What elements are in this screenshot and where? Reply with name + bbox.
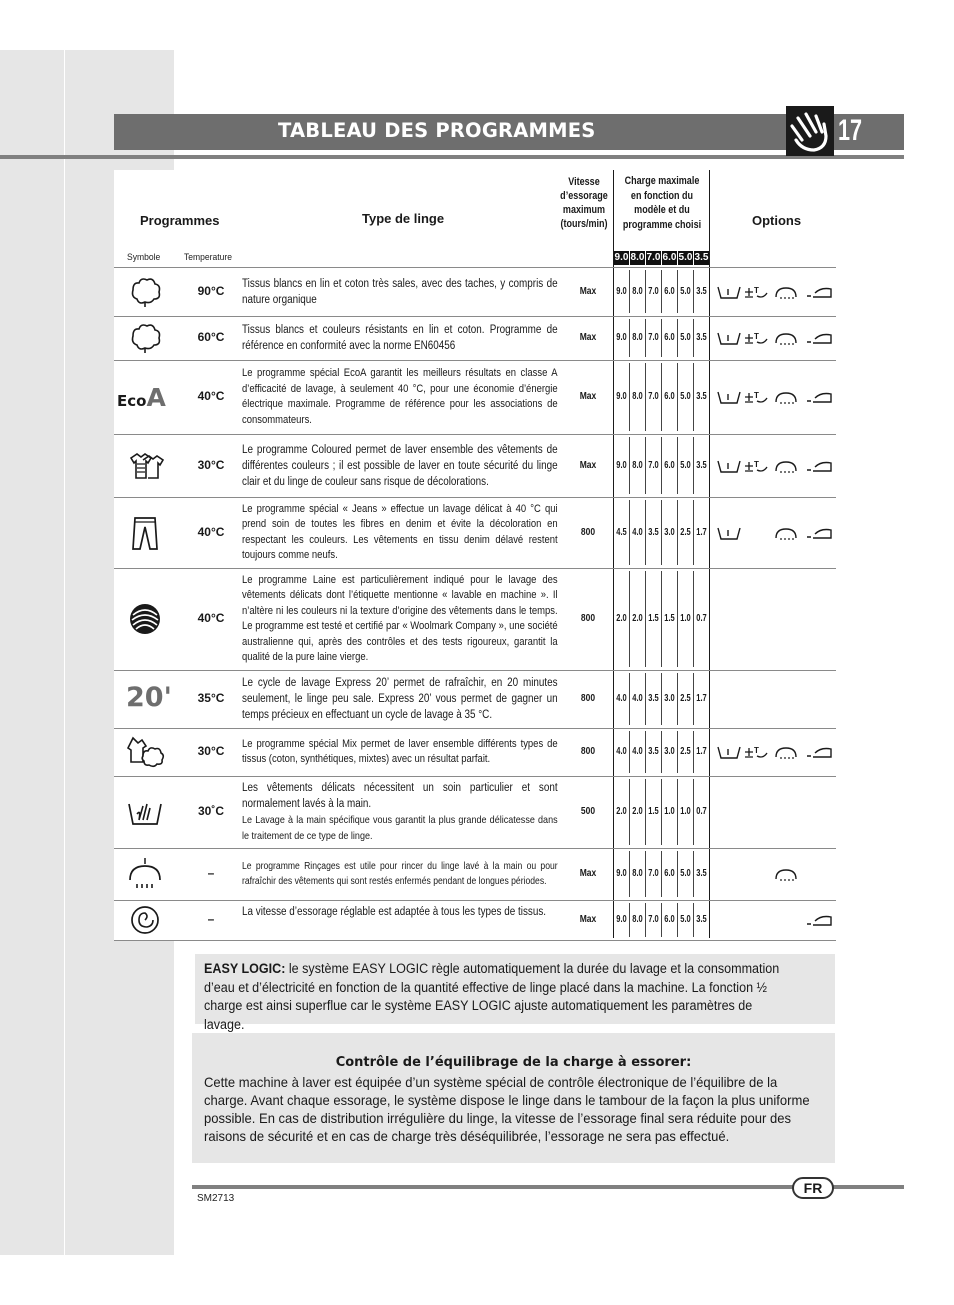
subheader-symbole: Symbole	[127, 252, 161, 263]
row-load-value: 3.0	[664, 693, 675, 704]
row-load-value: 9.0	[616, 914, 627, 925]
row-load-value: 2.0	[632, 613, 643, 624]
row-load-value: 6.0	[664, 868, 675, 879]
option-prewash-graphic	[716, 330, 742, 346]
option-temp-graphic	[743, 458, 769, 474]
side-divider	[64, 50, 65, 1255]
row-temperature: –	[207, 912, 215, 926]
svg-text:T: T	[754, 332, 759, 341]
cotton-icon-graphic	[125, 274, 165, 310]
option-temp-icon	[743, 458, 769, 474]
load-cell-divider	[693, 903, 694, 937]
option-prewash-graphic	[716, 744, 742, 760]
mix-icon	[125, 734, 165, 770]
load-cell-divider	[629, 363, 630, 431]
option-spin-graphic	[806, 330, 832, 346]
option-prewash-icon	[716, 525, 742, 541]
row-load-value: 8.0	[632, 868, 643, 879]
row-description: Tissus blancs et couleurs résistants en lin et coton. Programme de référence en conformité avec la norme EN60456	[242, 324, 558, 352]
page-number: 17	[838, 114, 863, 147]
row-spin-speed: Max	[579, 285, 597, 297]
row-load-value: 3.5	[648, 693, 659, 704]
option-rinse-graphic	[773, 866, 799, 882]
easy-logic-label: EASY LOGIC:	[204, 961, 286, 976]
option-rinse-icon	[773, 389, 799, 405]
load-cell-divider	[629, 270, 630, 313]
row-temperature: 90°C	[197, 283, 225, 298]
load-cell-divider	[677, 673, 678, 725]
load-cell-divider	[677, 437, 678, 494]
load-cell-divider	[645, 571, 646, 667]
row-temperature: 40°C	[197, 524, 225, 539]
row-description: Le programme spécial « Jeans » effectue un lavage délicat à 40 °C qui prend soin de toutes les fibres en denim et évite la décoloration en respectant les couleurs. Les vêtements en tissu denim délavé restent toujours comme neufs.	[242, 502, 558, 561]
option-rinse-icon	[773, 744, 799, 760]
row-separator	[114, 728, 836, 729]
row-separator	[114, 497, 836, 498]
load-cell-divider	[645, 270, 646, 313]
load-cell-divider	[693, 571, 694, 667]
load-cell-divider	[629, 571, 630, 667]
option-rinse-graphic	[773, 525, 799, 541]
row-description: Le programme Coloured permet de laver ensemble des vêtements de différentes couleurs ; il est possible de laver en toute sécurité du linge clair et du linge de couleur sans risque de décolorations.	[242, 443, 558, 488]
row-load-value: 7.0	[648, 914, 659, 925]
row-description	[242, 780, 558, 844]
row-load-value: 4.0	[616, 693, 627, 704]
load-cell-divider	[661, 319, 662, 357]
row-load-value: 2.5	[680, 526, 691, 538]
col-divider-load	[709, 170, 710, 938]
row-load-value: 2.0	[616, 806, 627, 817]
option-temp-graphic	[743, 389, 769, 405]
mix-icon-graphic	[125, 734, 165, 770]
load-cell-divider	[677, 319, 678, 357]
option-rinse-icon	[773, 330, 799, 346]
load-cell-divider	[693, 437, 694, 494]
row-separator	[114, 360, 836, 361]
load-header-cell: 7.0	[646, 252, 661, 263]
row-spin-speed: Max	[579, 332, 597, 343]
row-separator	[114, 776, 836, 777]
option-spin-graphic	[806, 525, 832, 541]
option-prewash-icon	[716, 744, 742, 760]
option-temp-icon	[743, 330, 769, 346]
row-load-value: 6.0	[664, 459, 675, 471]
row-load-value: 3.5	[696, 459, 707, 471]
wool-icon	[125, 601, 165, 637]
row-temperature: 60°C	[197, 330, 225, 344]
row-load-value: 5.0	[680, 285, 691, 297]
load-cell-divider	[629, 500, 630, 565]
row-load-value: 0.7	[696, 613, 707, 624]
load-cell-divider	[677, 571, 678, 667]
load-cell-divider	[661, 437, 662, 494]
row-load-value: 5.0	[680, 914, 691, 925]
load-cell-divider	[661, 270, 662, 313]
load-cell-divider	[693, 851, 694, 897]
row-load-value: 6.0	[664, 914, 675, 925]
option-temp-icon	[743, 389, 769, 405]
load-cell-divider	[629, 673, 630, 725]
row-description: Le programme spécial Mix permet de laver ensemble différents types de tissus (coton, synthétiques, mixtes) avec un résultat parfait.	[242, 737, 558, 765]
option-prewash-icon	[716, 458, 742, 474]
row-spin-speed: Max	[579, 914, 597, 925]
hand-icon	[786, 106, 834, 156]
row-load-value: 7.0	[648, 868, 659, 879]
load-cell-divider	[661, 363, 662, 431]
row-separator	[114, 848, 836, 849]
row-load-value: 2.5	[680, 693, 691, 704]
easy-logic-text	[204, 960, 786, 1034]
load-cell-divider	[661, 903, 662, 937]
load-cell-divider	[693, 363, 694, 431]
row-load-value: 4.0	[632, 746, 643, 757]
row-description: Le programme spécial EcoA garantit les meilleurs résultats en classe A d’efficacité de lavage, à seulement 40 °C, pour une économie d’énergie électrique maximale. Programme de référence pour les associations de consommateurs.	[242, 367, 558, 426]
row-load-value: 5.0	[680, 332, 691, 343]
option-prewash-icon	[716, 389, 742, 405]
option-rinse-icon	[773, 284, 799, 300]
option-spin-icon	[806, 912, 832, 928]
load-cell-divider	[693, 319, 694, 357]
option-temp-graphic	[743, 744, 769, 760]
option-spin-graphic	[806, 284, 832, 300]
row-load-value: 5.0	[680, 868, 691, 879]
row-load-value: 1.0	[680, 613, 691, 624]
row-load-value: 8.0	[632, 332, 643, 343]
row-load-value: 3.5	[696, 332, 707, 343]
cotton-icon	[125, 320, 165, 356]
row-load-value: 5.0	[680, 459, 691, 471]
wool-icon-graphic	[125, 601, 165, 637]
load-cell-divider	[693, 500, 694, 565]
load-cell-divider	[661, 779, 662, 845]
row-temperature: 30°C	[197, 457, 225, 472]
row-load-value: 6.0	[664, 391, 675, 402]
option-rinse-icon	[773, 525, 799, 541]
load-cell-divider	[629, 903, 630, 937]
row-load-value: 7.0	[648, 391, 659, 402]
option-prewash-icon	[716, 330, 742, 346]
express-20-icon: 20'	[126, 682, 172, 713]
row-load-value: 3.0	[664, 746, 675, 757]
option-rinse-graphic	[773, 330, 799, 346]
row-load-value: 1.7	[696, 693, 707, 704]
row-load-value: 4.5	[616, 526, 627, 538]
option-temp-graphic	[743, 330, 769, 346]
option-prewash-icon	[716, 284, 742, 300]
row-load-value: 3.5	[696, 391, 707, 402]
subheader-temperature: Temperature	[184, 252, 233, 263]
row-load-value: 8.0	[632, 391, 643, 402]
load-cell-divider	[661, 851, 662, 897]
header-speed: Vitesse d’essorage maximum (tours/min)	[560, 176, 608, 230]
language-badge: FR	[792, 1177, 834, 1199]
load-cell-divider	[693, 673, 694, 725]
option-spin-graphic	[806, 744, 832, 760]
row-separator	[114, 267, 836, 268]
load-cell-divider	[645, 673, 646, 725]
row-load-value: 2.0	[632, 806, 643, 817]
row-load-value: 1.5	[648, 613, 659, 624]
row-load-value: 2.5	[680, 746, 691, 757]
load-cell-divider	[645, 319, 646, 357]
load-cell-divider	[629, 779, 630, 845]
row-load-value: 1.7	[696, 746, 707, 757]
load-cell-divider	[677, 731, 678, 773]
row-description-main: Les vêtements délicats nécessitent un soin particulier et sont normalement lavés à la main.	[242, 782, 558, 810]
row-description-note: Le Lavage à la main spécifique vous garantit la plus grande délicatesse dans le traitement de ce type de linge.	[242, 814, 558, 842]
option-temp-graphic	[743, 284, 769, 300]
row-description: Le programme Rinçages est utile pour rincer du linge lavé à la main ou pour rafraîchir des vêtements qui sont restés enfermés pendant de longues périodes.	[242, 861, 558, 887]
row-load-value: 9.0	[616, 391, 627, 402]
option-spin-icon	[806, 525, 832, 541]
svg-text:T: T	[754, 459, 759, 469]
option-rinse-graphic	[773, 389, 799, 405]
row-spin-speed: 800	[580, 746, 596, 757]
coloured-icon-graphic	[125, 448, 165, 484]
option-spin-graphic	[806, 458, 832, 474]
load-cell-divider	[645, 779, 646, 845]
document-code: SM2713	[197, 1193, 235, 1204]
row-load-value: 3.5	[648, 746, 659, 757]
jeans-icon-graphic	[125, 515, 165, 551]
load-header-cell: 3.5	[694, 252, 709, 263]
row-load-value: 6.0	[664, 285, 675, 297]
load-cell-divider	[645, 500, 646, 565]
load-header-cell: 8.0	[630, 252, 645, 263]
row-temperature: 35°C	[197, 691, 225, 705]
row-separator	[114, 900, 836, 901]
load-cell-divider	[693, 779, 694, 845]
row-spin-speed: 800	[580, 693, 596, 704]
load-cell-divider	[677, 903, 678, 937]
load-cell-divider	[645, 363, 646, 431]
load-cell-divider	[693, 270, 694, 313]
load-cell-divider	[677, 270, 678, 313]
handwash-icon	[125, 794, 165, 830]
option-spin-icon	[806, 330, 832, 346]
page-title: TABLEAU DES PROGRAMMES	[278, 119, 596, 142]
load-cell-divider	[661, 731, 662, 773]
option-spin-icon	[806, 284, 832, 300]
row-load-value: 1.5	[664, 613, 675, 624]
svg-text:T: T	[754, 391, 759, 400]
header-load: Charge maximale en fonction du modèle et du programme choisi	[622, 175, 702, 231]
row-temperature: 40°C	[197, 611, 225, 625]
row-temperature: 30˚C	[197, 804, 224, 818]
row-load-value: 6.0	[664, 332, 675, 343]
row-load-value: 2.0	[616, 613, 627, 624]
coloured-icon	[125, 448, 165, 484]
load-cell-divider	[661, 673, 662, 725]
option-rinse-icon	[773, 866, 799, 882]
row-load-value: 8.0	[632, 285, 643, 297]
row-spin-speed: Max	[579, 868, 597, 879]
option-spin-icon	[806, 389, 832, 405]
cotton-icon	[125, 274, 165, 310]
row-separator	[114, 670, 836, 671]
row-load-value: 7.0	[648, 285, 659, 297]
option-spin-graphic	[806, 912, 832, 928]
spin-icon	[125, 902, 165, 938]
option-rinse-graphic	[773, 458, 799, 474]
row-separator	[114, 316, 836, 317]
header-type-linge: Type de linge	[362, 211, 445, 226]
option-rinse-icon	[773, 458, 799, 474]
option-temp-icon	[743, 284, 769, 300]
load-cell-divider	[629, 319, 630, 357]
row-temperature: 30°C	[197, 744, 225, 758]
row-load-value: 9.0	[616, 459, 627, 471]
cotton-icon-graphic	[125, 320, 165, 356]
row-load-value: 3.0	[664, 526, 675, 538]
row-spin-speed: Max	[579, 391, 597, 402]
load-cell-divider	[629, 731, 630, 773]
balance-title: Contrôle de l’équilibrage de la charge à essorer:	[335, 1055, 692, 1070]
row-description: Tissus blancs en lin et coton très sales, avec des taches, y compris de nature organique	[242, 277, 558, 306]
row-load-value: 0.7	[696, 806, 707, 817]
load-cell-divider	[677, 363, 678, 431]
row-load-value: 3.5	[696, 868, 707, 879]
row-load-value: 9.0	[616, 285, 627, 297]
row-load-value: 4.0	[616, 746, 627, 757]
row-load-value: 8.0	[632, 914, 643, 925]
table-bottom	[114, 940, 836, 941]
option-prewash-graphic	[716, 525, 742, 541]
option-prewash-graphic	[716, 458, 742, 474]
load-cell-divider	[661, 571, 662, 667]
header-programmes: Programmes	[140, 213, 220, 228]
row-separator	[114, 568, 836, 569]
load-cell-divider	[645, 903, 646, 937]
row-description: La vitesse d’essorage réglable est adaptée à tous les types de tissus.	[242, 906, 547, 918]
svg-text:T: T	[754, 746, 759, 755]
row-load-value: 9.0	[616, 868, 627, 879]
row-separator	[114, 434, 836, 435]
header-options: Options	[752, 213, 802, 228]
row-temperature: 40°C	[197, 389, 225, 403]
load-cell-divider	[677, 500, 678, 565]
row-load-value: 4.0	[632, 526, 643, 538]
load-header-cell: 9.0	[614, 252, 629, 263]
load-cell-divider	[661, 500, 662, 565]
row-load-value: 7.0	[648, 332, 659, 343]
row-load-value: 3.5	[648, 526, 659, 538]
rinse-icon-graphic	[125, 856, 165, 892]
load-header-cell: 5.0	[678, 252, 693, 263]
option-temp-icon	[743, 744, 769, 760]
load-cell-divider	[645, 731, 646, 773]
row-load-value: 8.0	[632, 459, 643, 471]
load-cell-divider	[629, 437, 630, 494]
row-spin-speed: 500	[580, 806, 596, 817]
option-spin-graphic	[806, 389, 832, 405]
row-load-value: 9.0	[616, 332, 627, 343]
load-cell-divider	[677, 851, 678, 897]
eco-label: Eco	[117, 392, 147, 410]
svg-text:T: T	[754, 285, 759, 295]
option-prewash-graphic	[716, 389, 742, 405]
row-load-value: 3.5	[696, 914, 707, 925]
option-spin-icon	[806, 458, 832, 474]
easy-logic-body: le système EASY LOGIC règle automatiquement la durée du lavage et la consommation d’eau et d’électricité en fonction de la quantité effective de linge placé dans la machine. La fonction ½ charge est ainsi superflue car le système EASY LOGIC ajuste automatiquement les paramètres de lavage.	[204, 961, 780, 1032]
rinse-icon	[125, 856, 165, 892]
load-cell-divider	[693, 731, 694, 773]
load-header-cell: 6.0	[662, 252, 677, 263]
row-load-value: 1.7	[696, 526, 707, 538]
row-load-value: 1.5	[648, 806, 659, 817]
spin-icon-graphic	[125, 902, 165, 938]
option-prewash-graphic	[716, 284, 742, 300]
row-load-value: 5.0	[680, 391, 691, 402]
balance-text: Cette machine à laver est équipée d’un système spécial de contrôle électronique de l’équilibre de la charge. Avant chaque essorage, le système dispose le linge dans le tambour de la façon la plus uniforme possible. En cas de distribution irrégulière du linge, la vitesse de l’essorage final sera réduite pour des raisons de sécurité et en cas de charge très déséquilibrée, l’essorage ne sera pas effectué.	[204, 1074, 810, 1144]
load-cell-divider	[645, 437, 646, 494]
row-load-value: 1.0	[664, 806, 675, 817]
row-spin-speed: Max	[579, 459, 597, 471]
option-rinse-graphic	[773, 744, 799, 760]
row-load-value: 3.5	[696, 285, 707, 297]
option-rinse-graphic	[773, 284, 799, 300]
load-cell-divider	[629, 851, 630, 897]
row-load-value: 7.0	[648, 459, 659, 471]
row-load-value: 4.0	[632, 693, 643, 704]
load-cell-divider	[645, 851, 646, 897]
row-temperature: –	[207, 866, 215, 880]
option-spin-icon	[806, 744, 832, 760]
row-spin-speed: 800	[580, 613, 596, 624]
handwash-icon-graphic	[125, 794, 165, 830]
col-divider-speed	[613, 170, 614, 938]
eco-a-icon	[117, 383, 166, 412]
top-rule	[0, 155, 904, 159]
eco-letter: A	[146, 383, 166, 412]
jeans-icon	[125, 515, 165, 551]
row-description: Le cycle de lavage Express 20’ permet de rafraîchir, en 20 minutes seulement, le linge peu sale. Express 20’ vous permet de gagner un temps précieux en effectuant un cycle de lavage à 35 °C.	[242, 677, 558, 721]
load-cell-divider	[677, 779, 678, 845]
row-description: Le programme Laine est particulièrement indiqué pour le lavage des vêtements délicats dont l’étiquette mentionne « lavable en machine ». Il n’altère ni les couleurs ni la texture d’origine des vêtements dans le temps. Le programme est testé et certifié par « Woolmark Company », une société australienne qui, après des contrôles et des tests rigoureux, garantit la qualité de la pure laine vierge.	[242, 573, 558, 663]
row-spin-speed: 800	[580, 526, 596, 538]
row-load-value: 1.0	[680, 806, 691, 817]
